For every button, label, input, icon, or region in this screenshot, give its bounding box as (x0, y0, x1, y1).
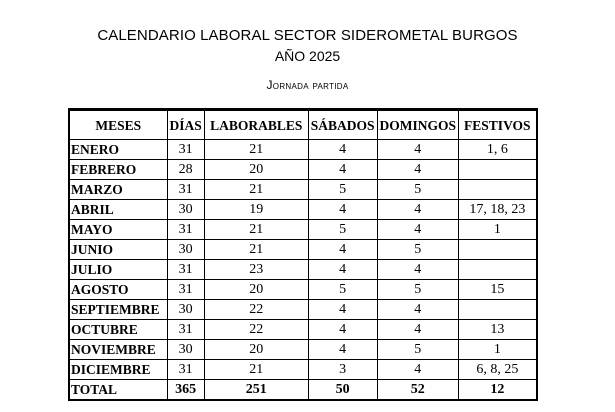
month-cell: OCTUBRE (69, 320, 167, 340)
table-cell: 4 (308, 240, 377, 260)
table-cell: 6, 8, 25 (459, 360, 537, 380)
column-header: SÁBADOS (308, 110, 377, 140)
month-cell: JULIO (69, 260, 167, 280)
month-cell: TOTAL (69, 380, 167, 401)
month-cell: MAYO (69, 220, 167, 240)
table-cell: 22 (204, 320, 308, 340)
table-cell: 4 (377, 320, 459, 340)
table-cell: 21 (204, 180, 308, 200)
calendar-table (68, 108, 538, 401)
table-cell: 5 (308, 220, 377, 240)
table-cell: 4 (377, 360, 459, 380)
table-cell: 4 (308, 200, 377, 220)
table-cell: 4 (308, 320, 377, 340)
table-cell: 4 (377, 300, 459, 320)
table-cell: 20 (204, 340, 308, 360)
month-cell: DICIEMBRE (69, 360, 167, 380)
table-cell: 52 (377, 380, 459, 401)
table-cell (459, 240, 537, 260)
table-cell: 4 (377, 260, 459, 280)
table-cell: 3 (308, 360, 377, 380)
table-cell: 13 (459, 320, 537, 340)
column-header: LABORABLES (204, 110, 308, 140)
table-cell: 50 (308, 380, 377, 401)
table-row (69, 360, 537, 380)
table-cell: 21 (204, 220, 308, 240)
table-row (69, 180, 537, 200)
subtitle: Jornada partida (266, 78, 349, 92)
total-row (69, 380, 537, 401)
table-cell: 4 (308, 260, 377, 280)
table-cell: 4 (377, 220, 459, 240)
table-cell: 21 (204, 360, 308, 380)
table-cell: 5 (377, 340, 459, 360)
table-cell: 30 (167, 340, 204, 360)
table-cell: 31 (167, 280, 204, 300)
table-cell (459, 260, 537, 280)
column-header: DÍAS (167, 110, 204, 140)
table-row (69, 200, 537, 220)
table-cell: 19 (204, 200, 308, 220)
table-cell: 31 (167, 180, 204, 200)
table-row (69, 140, 537, 160)
table-cell: 4 (308, 340, 377, 360)
table-cell: 30 (167, 240, 204, 260)
table-row (69, 220, 537, 240)
table-cell: 31 (167, 140, 204, 160)
table-row (69, 300, 537, 320)
table-cell: 31 (167, 260, 204, 280)
table-cell: 17, 18, 23 (459, 200, 537, 220)
month-cell: SEPTIEMBRE (69, 300, 167, 320)
table-cell: 31 (167, 360, 204, 380)
month-cell: NOVIEMBRE (69, 340, 167, 360)
table-cell (459, 160, 537, 180)
year-heading: AÑO 2025 (274, 48, 341, 64)
column-header: FESTIVOS (459, 110, 537, 140)
table-cell: 1 (459, 220, 537, 240)
table-row (69, 320, 537, 340)
table-cell: 4 (308, 300, 377, 320)
month-cell: ABRIL (69, 200, 167, 220)
table-cell: 20 (204, 280, 308, 300)
table-cell: 20 (204, 160, 308, 180)
table-cell: 31 (167, 320, 204, 340)
table-cell: 30 (167, 200, 204, 220)
table-cell: 4 (308, 160, 377, 180)
table-cell: 28 (167, 160, 204, 180)
column-header: MESES (69, 110, 167, 140)
table-cell: 1 (459, 340, 537, 360)
table-cell: 5 (308, 280, 377, 300)
month-cell: AGOSTO (69, 280, 167, 300)
table-cell: 4 (308, 140, 377, 160)
table-cell: 5 (377, 280, 459, 300)
table-cell: 31 (167, 220, 204, 240)
table-cell: 15 (459, 280, 537, 300)
table-row (69, 340, 537, 360)
table-cell: 4 (377, 160, 459, 180)
table-row (69, 260, 537, 280)
table-cell: 12 (459, 380, 537, 401)
table-cell: 21 (204, 140, 308, 160)
table-row (69, 280, 537, 300)
month-cell: ENERO (69, 140, 167, 160)
month-cell: JUNIO (69, 240, 167, 260)
table-cell: 251 (204, 380, 308, 401)
month-cell: MARZO (69, 180, 167, 200)
table-cell: 5 (377, 180, 459, 200)
table-header-row (69, 110, 537, 140)
table-cell: 4 (377, 200, 459, 220)
table-cell: 30 (167, 300, 204, 320)
table-cell: 22 (204, 300, 308, 320)
table-cell (459, 180, 537, 200)
table-cell (459, 300, 537, 320)
table-cell: 21 (204, 240, 308, 260)
table-row (69, 240, 537, 260)
table-cell: 5 (377, 240, 459, 260)
table-row (69, 160, 537, 180)
table-cell: 5 (308, 180, 377, 200)
month-cell: FEBRERO (69, 160, 167, 180)
table-cell: 4 (377, 140, 459, 160)
table-cell: 23 (204, 260, 308, 280)
table-cell: 365 (167, 380, 204, 401)
document-title: CALENDARIO LABORAL SECTOR SIDEROMETAL BURGOS (97, 27, 518, 44)
table-cell: 1, 6 (459, 140, 537, 160)
column-header: DOMINGOS (377, 110, 459, 140)
